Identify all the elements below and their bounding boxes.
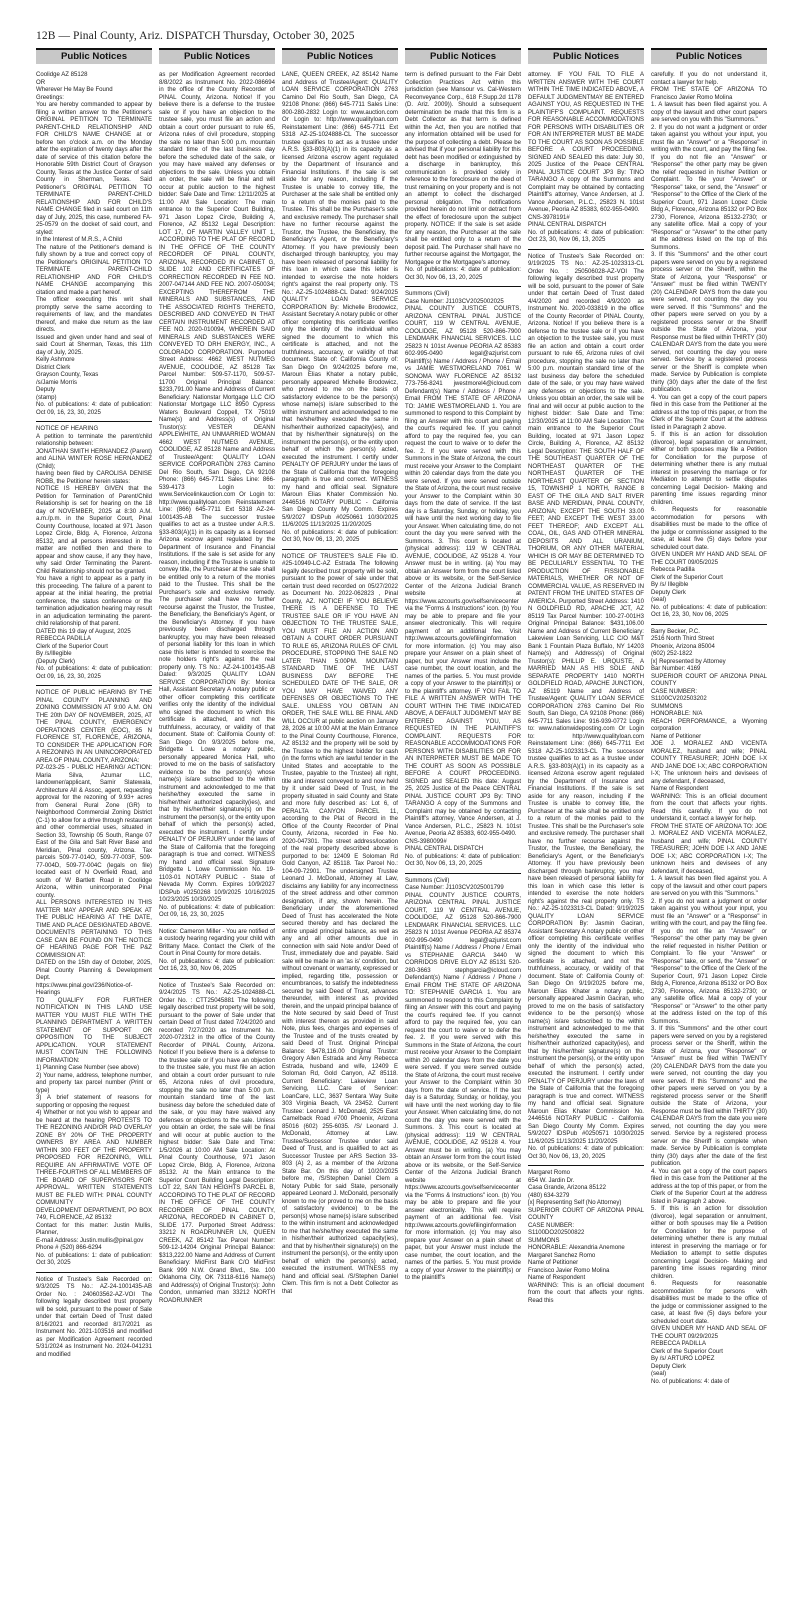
notice-paragraph: Summons (Civil) [405,291,450,297]
notice-paragraph: S1100DO202500822 [528,1230,585,1236]
notice-paragraph: No. of publications: 4: date of publication: Oct 30, Nov 06, 13, 20, 2025 [282,529,398,543]
notice-paragraph: 5. If this is an action for dissolution (divorce), legal separation or annulment, either or both spouses may file a Petition for Conciliation for the purpose of determining whether there is any mutual interest in preserving the marriage or for Mediation to attempt to settle disputes concerning Legal Decision- Making and parenting time issues regarding minor children. [651,432,767,506]
notice-paragraph: 1) Planning Case Number (see above) [36,1065,140,1071]
notice-paragraph: GIVEN UNDER MY HAND AND SEAL OF THE COURT 09/05/2025 [651,552,767,566]
notice-paragraph: as per Modification Agreement recorded 8/8/2022 as Instrument No. 2022-086694 in the office of the County Recorder of PINAL County, Arizona. Notice! If you believe there is a defense to the trustee sale or if you have an objection to the trustee sale, you must file an action and obtain a court order pursuant to rule 65, Arizona rules of civil procedure, stopping the sale no later than 5:00 p.m. mountain standard time of the last business day before the scheduled date of the sale, or you may have waived any defenses or objections to the sale. Unless you obtain an order, the sale will be final and will occur at public auction to the highest bidder: Sale Date and Time: 12/11/2025 at 11:00 AM Sale Location: The main entrance to the Superior Court Building, 971 Jason Lopez Circle, Building A, Florence, AZ 85132 Legal Description: LOT 17, OF MARTIN VALLEY UNIT 1, ACCORDING TO THE PLAT OF RECORD IN THE OFFICE OF THE COUNTY RECORDER OF PINAL COUNTY, ARIZONA, RECORDED IN CABINET G, SLIDE 102 AND CERTIFICATES OF CORRECTION RECORDED IN FEE NO. 2007-047144 AND FEE NO. 2007-050034; EXCEPTING THEREFROM THE MINERALS AND SUBSTANCES, AND THE ASSOCIATED RIGHTS THERETO, DESCRIBED AND CONVEYED IN THAT CERTAIN INSTRUMENT RECORDED AT FEE NO. 2020-010094, WHEREIN SAID MINERALS AND SUBSTANCES WERE CONVEYED TO DRH ENERGY, INC., A COLORADO CORPORATION. Purported Street Address: 4662 WEST NUTMEG AVENUE, COOLIDGE, AZ 85128 Tax Parcel Number: 509-57-1170, 509-57-11700 Original Principal Balance: $233,791.00 Name and Address of Current Beneficiary: Nationstar Mortgage LLC C/O Nationstar Mortgage LLC 8950 Cypress Waters Boulevard Coppell, TX 75019 Name(s) and Address(s) of Original Trustor(s): VESTER DEANN APPLEWHITE, AN UNMARRIED WOMAN 4662 WEST NUTMEG AVENUE, COOLIDGE, AZ 85128 Name and Address of Trustee/Agent: QUALITY LOAN SERVICE CORPORATION 2763 Camino Del Rio South, San Diego, CA 92108 Phone: (866) 645-7711 Sales Line: 866-539-4173 Login to: www.Servicelinkauction.com Or Login to: http://www.qualityloan.com Reinstatement Line: (866) 645-7711 Ext 5318 AZ-24-1001435-AB The successor trustee qualifies to act as a trustee under A.R.S. §33-803(A)(1) in its capacity as a licensed Arizona escrow agent regulated by the Department of Insurance and Financial Institutions. If the sale is set aside for any reason, including if the Trustee is unable to convey title, the Purchaser at the sale shall be entitled only to a return of the monies paid to the Trustee. This shall be the Purchaser's sole and exclusive remedy. The purchaser shall have no further recourse against the Trustor, the Trustee, the Beneficiary, the Beneficiary's Agent, or the Beneficiary's Attorney. If you have previously been discharged through bankruptcy, you may have been released of personal liability for this loan in which case this letter is intended to exercise the note holders right's against the real property only. TS No.: AZ-24-1001435-AB Dated: 9/3/2025 QUALITY LOAN SERVICE CORPORATION By: Monica Hall, Assistant Secretary A notary public or other officer completing this certificate verifies only the identity of the individual who signed the document to which this certificate is attached, and not the truthfulness, accuracy, or validity of that document. State of: California County of: San Diego On 9/3/2025 before me, Bridgette L Lowe a notary public, personally appeared Monica Hall, who proved to me on the basis of satisfactory evidence to be the person(s) whose name(s) is/are subscribed to the within instrument and acknowledged to me that he/she/they executed the same in his/her/their authorized capacity(ies), and that by his/her/their signature(s) on the instrument the person(s), or the entity upon behalf of which the person(s) acted, executed the instrument. I certify under PENALTY OF PERJURY under the laws of the State of California that the foregoing paragraph is true and correct. WITNESS my hand and official seal. Signature Bridgette L Lowe Commission No. 19-1103-01 NOTARY PUBLIC - State of Nevada My Comm. Expires 10/9/2027 IDSPub #0250268 10/9/2025 10/16/2025 10/23/2025 10/30/2025 [159,72,275,903]
public-notice [159,72,275,920]
column-heading: Public Notices [159,48,275,64]
notice-paragraph: Greetings: [36,94,64,101]
notice-paragraph: ALL PERSONS INTERESTED IN THIS MATTER MAY APPEAR AND SPEAK AT THE PUBLIC HEARING AT THE DATE, TIME AND PLACE DESIGNATED ABOVE. DOCUMENTS PERTAINING TO THIS CASE CAN BE FOUND ON THE NOTICE OF HEARING PAGE FOR THE P&Z COMMISSION AT: [36,900,152,959]
notice-paragraph: (480) 634-3279 [528,1192,570,1199]
notice-paragraph: 4. You can get a copy of the court papers filed in this case from the Petitioner at the address at the top of this paper, or from the Clerk of the Superior Court at the address listed in Paragraph 2 above. [651,1168,767,1205]
notice-paragraph: PINAL COUNTY JUSTICE COURTS, ARIZONA CENTRAL PINAL JUSTICE COURT, 119 W CENTRAL AVENUE, COOLIDGE, AZ 95128 520-866-7900 LENDMARK FINANCIAL SERVICES. LLC 25823 N 101st Avenue PEORIA AZ 85374 602-995-0490 legal@azjurist.com Plaintiff(s) Name / Address / Phone / Email vs STEPHANIE GARCIA 3440 W CORRIDOS DRIVE ELOY AZ 85131 520-280-3663 stephgarcia@icloud.com Defendant(s) Name / Address / Phone / Email FROM THE STATE OF ARIZONA TO: STEPHANIE GARCIA 1. You are summoned to respond to this Complaint by filing an Answer with this court and paying the court's required fee. If you cannot afford to pay the required fee, you can request the court to waive or to defer the fee. 2. If you were served with this Summons in the State of Arizona, the court must receive your Answer to the Complaint within 20 calendar days from the date you were served. If you were served outside the State of Arizona, the court must receive your Answer to the Complaint within 30 days from the date of service. If the last day is a Saturday, Sunday, or holiday, you will have until the next working day to file your Answer. When calculating time, do not count the day you were served with the Summons. 3. This court is located at (physical address): 119 W CENTRAL AVENUE, COOLIDGE, AZ 95128 4. Your Answer must be in writing. (a) You may obtain an Answer form from the court listed above or its website, or the Self-Service Center of the Arizona Judicial Branch website at https://www.azcourts.gov/selfservicecenter via the "Forms & Instructions" icon. (b) You may be able to prepare and file your answer electronically. This will require payment of an additional fee. Visit http://www.azcourts.gov/efilinginformation for more information. (c) You may also prepare your Answer on a plain sheet of paper, but your Answer must include the case number, the court location, and the names of the parties. 5. You must provide a copy of your Answer to the plaintiff(s) or to the plaintiff's [405,892,521,1281]
notice-paragraph: OR [36,79,46,86]
notice-paragraph: The officer executing this writ shall promptly serve the same according to requirements of law, and the mandates thereof, and make due return as the law directs. [36,297,152,333]
notice-paragraph: 6. Requests for reasonable accommodation for persons with disabilities must be made to the office of the judge or commissioner assigned to the case, at least five (5) days before your scheduled court date. [651,507,767,551]
notice-paragraph: /s/Jamie Morris [36,379,77,386]
notice-paragraph: Grayson County, Texas [36,372,99,378]
notice-paragraph: term is defined pursuant to the Fair Debt Collection Practices Act within this jurisdiction (see Mansour vs. Cal-Western Reconveyance Corp., 618 F.Supp.2d 1178 (D. Ariz. 2009)). Should a subsequent determination be made that this firm is a Debt Collector as that term is defined within the Act, then you are notified that any information obtained will be used for the purpose of collecting a debt. Please be advised that if your personal liability for this debt has been modified or extinguished by a discharge in bankruptcy, this communication is provided solely in reference to the foreclosure on the deed of trust remaining on your property and is not an attempt to collect the discharged personal obligation. The notifications provided herein do not limit or detract from the effect of foreclosure upon the subject property. NOTICE: If the sale is set aside for any reason, the Purchaser at the sale shall be entitled only to a return of the deposit paid. The Purchaser shall have no further recourse against the Mortgagor, the Mortgagee or the Mortgagee's attorney. [405,72,521,266]
public-notice [651,72,767,620]
notice-paragraph: Clerk of the Superior Court [36,643,108,650]
public-notice [405,873,521,1283]
notice-paragraph: NOTICE OF HEARING [36,426,99,432]
notice-paragraph: No. of publications: 4: date of publication: Oct 09, 16, 23, 30, 2025 [36,402,152,416]
column-heading: Public Notices [405,48,521,64]
public-notice [528,249,644,1162]
column-heading: Public Notices [282,48,398,64]
notice-paragraph: FROM THE STATE OF ARIZONA TO Francisco Javier Romo Molina [651,87,767,101]
notice-paragraph: 4. You can get a copy of the court papers filed in this case from the Petitioner at the address at the top of this paper, or from the Clerk of the Superior Court at the address listed in Paragraph 2 above. [651,394,767,431]
public-notice [528,1165,644,1305]
notice-paragraph: Clerk of the Superior Court [651,1348,723,1355]
notice-paragraph: NOTICE OF PUBLIC HEARING BY THE PINAL COUNTY PLANNING AND ZONING COMMISSION AT 9:00 A.M. ON THE 20th DAY OF NOVEMBER, 2025, AT THE PINAL COUNTY, EMERGENCY OPERATIONS CENTER (EOC), 85 N FLORENCE ST, FLORENCE, ARIZONA, TO CONSIDER THE APPLICATION FOR A REZONING IN AN UNINCORPORATED AREA OF PINAL COUNTY, ARIZONA: [36,690,152,764]
notice-paragraph: [x] Representing Self (No Attorney) [528,1200,622,1206]
notice-paragraph: Case Number: J1103CV2025001799 [405,885,504,891]
notice-paragraph: Phoenix, Arizona 85004 [651,643,715,650]
notice-paragraph: You have a right to appear as a party in this proceeding. The failure of a parent to appear at the initial hearing, the pretrial conference, the status conference or the termination adjudication hearing may result in an adjudication terminating the parent-child relationship of that parent. [36,576,152,627]
notice-paragraph: Name of Respondent [651,786,709,792]
public-notice [528,72,644,245]
notice-paragraph: CASE NUMBER: [651,688,698,695]
notice-paragraph: 3. If this "Summons" and the other court papers were served on you by a registered process server or the Sheriff, within the State of Arizona, your "Response" or "Answer" must be filed within TWENTY (20) CALENDAR DAYS from the date you were served, not counting the day you were served. If this "Summons" and the other papers were served on you by a registered process server or the Sheriff outside the State of Arizona, your Response must be filed within THIRTY (30) CALENDAR DAYS from the date you were served, not counting the day you were served. Service by a registered process server or the Sheriff is complete when made. Service by Publication is complete thirty (30) days after the date of the first publication. [651,1026,767,1167]
notice-paragraph: E-mail Address: Justin.mullis@pinal.gov [36,1237,144,1244]
notice-paragraph: Summons (Civil) [405,877,450,884]
notice-paragraph: Margaret Romo [528,1170,571,1176]
notice-paragraph: Phone # (520) 866-6294 [36,1245,102,1251]
notice-paragraph: Francisco Javier Romo Molina [528,1267,610,1274]
notice-paragraph: Margaret Sanchez Romo [528,1252,596,1259]
notice-paragraph: The nature of the Petitioner's demand is fully shown by a true and correct copy of the Petitioner's ORIGINAL PETITION TO TERMINATE PARENT-CHILD RELATIONSHIP AND FOR CHILD'S NAME CHANGE accompanying this citation and made a part hereof. [36,244,152,296]
notice-paragraph: JOE J. MORALEZ AND VICENTA MORALEZ, husband and wife; PINAL COUNTY TREASURER; JOHN DOE I-X AND JANE DOE I-X; ABC CORPORATION I-X; The unknown heirs and devisees of any defendant, if deceased, [651,741,767,785]
public-notice [651,624,767,1387]
notice-paragraph: Issued and given under hand and seal of said Court at Sherman, Texas, this 11th day of July, 2025. [36,334,152,356]
notice-column [405,48,521,1620]
notice-paragraph: NOTICE OF TRUSTEE'S SALE File ID. #25-10949-LC-AZ Estrada The following legally described trust property will be sold, pursuant to the power of sale under that certain trust deed recorded on 05/27/2022 as Document No. 2022-062823 , Pinal County, AZ. NOTICE! IF YOU BELIEVE THERE IS A DEFENSE TO THE TRUSTEE SALE OR IF YOU HAVE AN OBJECTION TO THE TRUSTEE SALE, YOU MUST FILE AN ACTION AND OBTAIN A COURT ORDER PURSUANT TO RULE 65, ARIZONA RULES OF CIVIL PROCEDURE, STOPPING THE SALE NO LATER THAN 5:00PM. MOUNTAIN STANDARD TIME OF THE LAST BUSINESS DAY BEFORE THE SCHEDULED DATE OF THE SALE, OR YOU MAY HAVE WAIVED ANY DEFENSES OR OBJECTIONS TO THE SALE. UNLESS YOU OBTAIN AN ORDER, THE SALE WILL BE FINAL AND WILL OCCUR at public auction on January 28, 2026 at 10:00 AM at the Main Entrance to the Pinal County Courthouse, Florence, AZ 85132 and the property will be sold by the Trustee to the highest bidder for cash (in the forms which are lawful tender in the United States and acceptable to the Trustee, payable to the Trustee) all right, title and interest conveyed to and now held by it under said Deed of Trust, in the property situated in said County and State and more fully described as: Lot 6, of PERALTA CANYON PARCEL 11, according to the Plat of Record in the Office of the County Recorder of Pinal County, Arizona, recorded in Fee No. 2020-047301. The street address/location of the real property described above is purported to be: 12409 E Soloman Rd Gold Canyon, AZ 85118. Tax Parcel No.: 104-09-72901. The undersigned Trustee Leonard J. McDonald, Attorney at Law, disclaims any liability for any incorrectness of the street address and other common designation, if any, shown herein. The Beneficiary under the aforementioned Deed of Trust has accelerated the Note secured thereby and has declared the entire unpaid principal balance, as well as any and all other amounts due in connection with said Note and/or Deed of Trust, immediately due and payable. Said sale will be made in an 'as is' condition, but without covenant or warranty, expressed or implied, regarding title, possession or encumbrances, to satisfy the indebtedness secured by said Deed of Trust, advances thereunder, with interest as provided therein, and the unpaid principal balance of the Note secured by said Deed of Trust with interest thereon as provided in said Note, plus fees, charges and expenses of the Trustee and of the trusts created by said Deed of Trust. Original Principal Balance: $478,116.00 Original Trustor: Gregory Allen Estrada and Amy Rebecca Estrada, husband and wife, 12409 E Soloman Rd, Gold Canyon, AZ 85118. Current Beneficiary: Lakeview Loan Servicing, LLC. Care of Servicer: LoanCare, LLC, 3637 Sentara Way Suite 303 Virginia Beach, VA 23452. Current Trustee: Leonard J. McDonald, 2525 East Camelback Road #700 Phoenix, Arizona 85016 (602) 255-6035. /S/ Leonard J. McDonald, Attorney at Law. Trustee/Successor Trustee under said Deed of Trust, and is qualified to act as Successor Trustee per ARS Section 33-803 (A) 2, as a member of the Arizona State Bar. On this day of 10/20/2025 before me, /S/Stephen Daniel Clem a Notary Public for said State, personally appeared Leonard J. McDonald, personally known to me (or proved to me on the basis of satisfactory evidence) to be the person(s) whose name(s) is/are subscribed to the within instrument and acknowledged to me that he/she/they executed the same in his/her/their authorized capacity(ies), and that by his/her/their signature(s) on the instrument the person(s), or the entity upon behalf of which the person(s) acted, executed the instrument. WITNESS my hand and official seal. /S/Stephen Daniel Clem. This firm is not a Debt Collector as that [282,553,398,1295]
notice-paragraph: No. of publications: 4: date of publication: Oct 16, 23, 30, Nov 06, 2025 [159,958,275,972]
notice-paragraph: Name of Petitioner [528,1260,579,1266]
notice-paragraph: PZ-023-25 - PUBLIC HEARING/ ACTION: Maria Silva, Azumar LLC, landowner/applicant, Samir Slatewala, Architecture All & Assoc, agent, requesting approval for the rezoning of 9.93+ acres from General Rural Zone (GR) to Neighborhood Commercial Zoning District (C-1) to allow for a drive through restaurant and other commercial uses, situated in Section 33, Township 05 South, Range 07 East of the Gila and Salt River Base and Meridian, Pinal county, Arizona. Tax parcels 509-77-014O, 509-77-003F, 509-77-004D, 509-77-004C (legals on file) located east of N Overfield Road, and south of W Bartlett Road in Coolidge Arizona, within unincorporated Pinal county. [36,765,152,899]
notice-paragraph: 5. If this is an action for dissolution (divorce), legal separation or annulment, either or both spouses may file a Petition for Conciliation for the purpose of determining whether there is any mutual interest in preserving the marriage or for Mediation to attempt to settle disputes concerning Legal Decision- Making and parenting time issues regarding minor children. [651,1206,767,1280]
notice-paragraph: GIVEN UNDER MY HAND AND SEAL OF THE COURT 09/29/2025 [651,1326,767,1340]
public-notice [159,978,275,1306]
public-notice [36,421,152,681]
notice-paragraph: 2. If you do not want a judgment or order taken against you without your input, you must file an "Answer" or a "Response" in writing with the court, and pay the filing fee. If you do not file an "Answer" or "Response" the other party may be given the relief requested in his/her Petition or Complaint. To file your "Answer" or "Response" take, or send, the "Answer" or "Response" to the Office of the Clerk of the Superior Court, 971 Jason Lopez Circle Bldg A, Florence, Arizona 85132 or PO Box 2730, Florence, Arizona 85132-2730; or any satellite office. Mail a copy of your "Response" or "Answer" to the other party at the address listed on the top of this Summons. [651,898,767,1025]
notice-paragraph: No. of publications: 4: date of publication: Oct 16, 23, 30, Nov 06, 2025 [651,604,767,618]
notice-paragraph: S1100CV202503202 [651,696,707,702]
notice-paragraph: PINAL CENTRAL DISPATCH [405,846,484,852]
notice-paragraph: 1. A lawsuit has been filed against you. A copy of the lawsuit and other court papers are served on you with this "Summons." [651,102,767,123]
column-heading: Public Notices [36,48,152,64]
notice-paragraph: Wherever He May Be Found [36,87,113,93]
notice-paragraph: Clerk of the Superior Court [651,574,723,581]
public-notice [159,924,275,974]
notice-paragraph: Notice of Trustee's Sale Recorded on: 9/3/2025 TS No.: AZ-24-1001435-AB Order No. : 240603562-AZ-VOI The following legally described trust property will be sold, pursuant to the power of Sale under that certain Deed of Trust dated 8/16/2021 and recorded 8/17/2021 as Instrument No. 2021-103516 and modified as per Modification Agreement recorded 5/31/2024 as Instrument No. 2024-041231 and modified [36,1276,152,1358]
notice-paragraph: HONORABLE: N/A [651,711,703,717]
notice-paragraph: Contact for this matter: Justin Mullis, Planner, [36,1222,152,1236]
notice-column [282,48,398,1620]
notice-paragraph: SUPERIOR COURT OF ARIZONA PINAL COUNTY [528,1207,644,1221]
notice-paragraph: CNS-3980099# [405,838,447,845]
notice-paragraph: HONORABLE: Alexandria Anemone [528,1245,625,1251]
notice-paragraph: Casa Grande, Arizona 85122 [528,1185,606,1191]
public-notice [36,1272,152,1360]
notice-paragraph: Notice of Trustee's Sale Recorded on: 9/24/2025 TS No.: AZ-25-1024888-CL Order No. : CTT25045881 The following legally described trust property will be sold, pursuant to the power of Sale under that certain Deed of Trust dated 7/24/2020 and recorded 7/27/2020 as Instrument No. 2020-072312 in the office of the County Recorder of PINAL County, Arizona. Notice! If you believe there is a defense to the trustee sale or if you have an objection to the trustee sale, you must file an action and obtain a court order pursuant to rule 65, Arizona rules of civil procedure, stopping the sale no later than 5:00 p.m. mountain standard time of the last business day before the scheduled date of the sale, or you may have waived any defenses or objections to the sale. Unless you obtain an order, the sale will be final and will occur at public auction to the highest bidder: Sale Date and Time: 1/5/2026 at 10:00 AM Sale Location: At Pinal County Courthouse, 971 Jason Lopez Circle, Bldg. A, Florence, Arizona 85132. At the Main entrance to the Superior Court Building Legal Description: LOT 22, SAN TAN HEIGHTS PARCEL B, ACCORDING TO THE PLAT OF RECORD IN THE OFFICE OF THE COUNTY RECORDER OF PINAL COUNTY, ARIZONA, RECORDED IN CABINET D, SLIDE 177. Purported Street Address: 33212 N ROADRUNNER LN, QUEEN CREEK, AZ 85142 Tax Parcel Number: 509-12-14204 Original Principal Balance: $313,222.00 Name and Address of Current Beneficiary: MidFirst Bank C/O MidFirst Bank 999 N.W. Grand Blvd., Ste. 100 Oklahoma City, OK 73118-6116 Name(s) and Address(s) of Original Trustor(s): John Condon, unmarried man 33212 NORTH ROADRUNNER [159,982,275,1304]
notice-paragraph: Coolidge AZ 85128 [36,72,88,78]
notice-paragraph: DEVELOPMENT DEPARTMENT, PO BOX 749, FLORENCE, AZ 85132 [36,1207,152,1221]
notice-paragraph: No. of publications: 4: date of publication: Oct 30, Nov 06, 13, 20, 2025 [528,1146,644,1160]
public-notice [36,685,152,1268]
public-notice [282,72,398,545]
notice-paragraph: Deputy Clerk [651,1363,686,1370]
notice-paragraph: You are hereby commanded to appear by filing a written answer to the Petitioner's ORIGINAL PETITION TO TERMINATE PARENT-CHILD RELATIONSHIP AND FOR CHILD'S NAME CHANGE at or before ten o'clock a.m. on the Monday after the expiration of twenty days after the date of service of this citation before the Honorable 59th District Court of Grayson County, Texas at the Justice Center of said County in Sherman, Texas. Said Petitioner's ORIGINAL PETITION TO TERMINATE PARENT-CHILD RELATIONSHIP AND FOR CHILD'S NAME CHANGE filed in said court on 11th day of July, 2025, this case, numbered FA-25-0579 on the docket of said court, and styled: [36,102,152,236]
notice-paragraph: (602) 252-1822 [651,651,693,657]
notice-paragraph: 4) Whether or not you wish to appear and be heard at the hearing PROTESTS TO THE REZONING AND/OR PAD OVERLAY ZONE BY 20% OF THE PROPERTY OWNERS BY AREA AND NUMBER WITHIN 300 FEET OF THE PROPERTY PROPOSED FOR REZONING, WILL REQUIRE AN AFFIRMATIVE VOTE OF THREE-FOURTHS OF ALL MEMBERS OF THE BOARD OF SUPERVISORS FOR APPROVAL. WRITTEN STATEMENTS MUST BE FILED WITH: PINAL COUNTY COMMUNITY [36,1110,152,1206]
notice-paragraph: 2. If you do not want a judgment or order taken against you without your input, you must file an "Answer" or a "Response" in writing with the court, and pay the filing fee. If you do not file an "Answer" or "Response" the other party may be given the relief requested in his/her Petition or Complaint. To file your "Answer" or "Response" take, or send, the "Answer" or "Response" to the Office of the Clerk of the Superior Court, 971 Jason Lopez Circle Bldg A, Florence, Arizona 85132 or PO Box 2730, Florence, Arizona 85132-2730; or any satellite office. Mail a copy of your "Response" or "Answer" to the other party at the address listed on the top of this Summons. [651,124,767,251]
notice-paragraph: No. of publications: 4: date of publication: Oct 30, Nov 06, 13, 20, 2025 [405,853,521,867]
notice-column [651,48,767,1620]
notice-paragraph: https://www.pinal.gov/236/Notice-of-Hearings [36,982,133,996]
notice-paragraph: NOTICE IS HEREBY GIVEN that the Petition for Termination of Parent/Child Relationship is set for hearing on the 18 day of NOVEMBER, 2025 at 8:30 A.M. a.m./p.m. in the Superior Court, Pinal County Courthouse, located at 971 Jason Lopez Circle, Bldg. A, Florence, Arizona 85132, and all persons interested in the matter are notified then and there to appear and show cause, if any they have, why said Order Terminating the Parent-Child Relationship should not be granted. [36,486,152,575]
notice-column [36,48,152,1620]
notice-paragraph: WARNING: This is an official document from the court that affects your rights. Read this carefully. If you do not understand it, contact a lawyer for help. [651,793,767,822]
notice-paragraph: By /s/ Illegible [651,582,689,588]
notice-paragraph: No. of publications: 4: date of [651,1378,730,1385]
notice-paragraph: (seal) [651,597,667,603]
notice-paragraph: Kelly Ashmore [36,357,75,363]
notice-paragraph: SUMMONS [528,1237,560,1244]
notice-paragraph: Deputy [36,387,56,393]
notice-paragraph: WARNING: This is an official document from the court that affects your rights. Read this [528,1282,644,1304]
notice-paragraph: 2516 North Third Street [651,636,715,642]
notice-paragraph: REACH PERFORMANCE, a Wyoming corporation [651,718,767,732]
notice-paragraph: PINAL COUNTY JUSTICE COURTS, ARIZONA CENTRAL PINAL JUSTICE COURT, 119 W CENTRAL AVENUE, COOLIDGE, AZ 95128 520-866-7900 LENDMARK FINANCIAL SERVICES. LLC 25823 N 101st Avenue PEORIA AZ 85383 602-995-0490 legal@azjurist.com Plaintiff(s) Name / Address / Phone / Email vs JAMIE WESTMORELAND 7061 W SONOMA WAY FLORENCE AZ 85132 773-756-8241 jwestmorel4@icloud.com Defendant(s) Name / Address / Phone / Email FROM THE STATE OF ARIZONA TO: JAMIE WESTMORELAND 1. You are summoned to respond to this Complaint by filing an Answer with this court and paying the court's required fee. If you cannot afford to pay the required fee, you can request the court to waive or to defer the fee. 2. If you were served with this Summons in the State of Arizona, the court must receive your Answer to the Complaint within 20 calendar days from the date you were served. If you were served outside the State of Arizona, the court must receive your Answer to the Complaint within 30 days from the date of service. If the last day is a Saturday, Sunday, or holiday, you will have until the next working day to file your Answer. When calculating time, do not count the day you were served with the Summons. 3. This court is located at (physical address): 119 W CENTRAL AVENUE, COOLIDGE, AZ 95128 4. Your Answer must be in writing. (a) You may obtain an Answer form from the court listed above or its website, or the Self-Service Center of the Arizona Judicial Branch website at https://www.azcourts.gov/selfservicecenter via the "Forms & Instructions" icon. (b) You may be able to prepare and file your answer electronically. This will require payment of an additional fee. Visit http://www.azcourts.gov/efilinginformation for more information. (c) You may also prepare your Answer on a plain sheet of paper, but your Answer must include the case number, the court location, and the names of the parties. 5. You must provide a copy of your Answer to the plaintiff(s) or to the plaintiff's attorney. IF YOU FAIL TO FILE A WRITTEN ANSWER WITH THE COURT WITHIN THE TIME INDICATED ABOVE, A DEFAULT JUDGMENT MAY BE ENTERED AGAINST YOU, AS REQUESTED IN THE PLAINTIFF'S COMPLAINT. REQUESTS FOR REASONABLE ACCOMMODATIONS FOR PERSONS WITH DISABILITIES OR FOR AN INTERPRETER MUST BE MADE TO THE COURT AS SOON AS POSSIBLE BEFORE A COURT PROCEEDING. SIGNED and SEALED this date: August 25, 2025 Justice of the Peace CENTRAL PINAL JUSTICE COURT JP3 By: TINO TARANGO A copy of the Summons and Complaint may be obtained by contacting Plaintiff's attorney, Vance Andersen, at J. Vance Andersen, P.L.C., 25823 N. 101st Avenue, Peoria AZ 85383, 602-955-0490. [405,306,521,837]
notice-paragraph: CNS-3978191# [528,214,570,221]
notice-paragraph: By /s/Illegible [36,651,72,657]
notice-paragraph: Barry Becker, P.C. [651,628,700,635]
notice-paragraph: DATED on the 15th day of October, 2025, Pinal County Planning & Development Dept. [36,960,152,981]
notice-paragraph: REBECCA PADILLA [36,636,92,642]
notice-paragraph: No. of publications: 4: date of publication: Oct 23, 30, Nov 06, 13, 2025 [528,229,644,243]
notice-paragraph: Bar Number: 4169 [651,666,701,672]
public-notice [405,72,521,282]
public-notice [405,286,521,869]
notice-paragraph: A petition to terminate the parent/child relationship between: [36,433,152,447]
notice-paragraph: [x] Represented by Attorney [651,658,726,665]
public-notice [282,549,398,1297]
notice-paragraph: JONATHAN SMITH HERNANDEZ (Parent) and ALINA WINTER ROSE HERNANDEZ (Child); [36,448,152,470]
notice-paragraph: PINAL CENTRAL DISPATCH [528,222,607,228]
notice-paragraph: Name of Petitioner [651,733,702,740]
notice-paragraph: Name of Respondent [528,1275,586,1281]
notice-paragraph: Notice: Cameron Miller - You are notified of a custody hearing regarding your child with Brittany Mace. Contact the Clerk of the Court in Pinal County for more details. [159,928,275,957]
notice-paragraph: TO QUALIFY FOR FURTHER NOTIFICATION IN THIS LAND USE MATTER YOU MUST FILE WITH THE PLANNING DEPARTMENT A WRITTEN STATEMENT OF SUPPORT OR OPPOSITION TO THE SUBJECT APPLICATION. YOUR STATEMENT MUST CONTAIN THE FOLLOWING INFORMATION: [36,997,152,1064]
notice-paragraph: No. of publications: 1: date of publication: Oct 30, 2025 [36,1252,152,1266]
notice-paragraph: No. of publications: 4: date of publication: Oct 09, 16, 23, 30, 2025 [159,904,275,918]
notice-paragraph: In the Interest of M.R.S., A Child [36,237,123,243]
notice-paragraph: (stamp) [36,394,57,401]
notice-paragraph: carefully. If you do not understand it, contact a lawyer for help. [651,72,767,86]
notice-paragraph: 3) A brief statement of reasons for supporting or opposing the request [36,1095,152,1109]
notice-paragraph: SUPERIOR COURT OF ARIZONA PINAL COUNTY [651,673,767,687]
notice-paragraph: SUMMONS [651,703,683,710]
notice-paragraph: (seal) [651,1371,667,1377]
notice-paragraph: No. of publications: 4: date of publication: Oct 30, Nov 06, 13, 20, 2025 [405,267,521,281]
column-heading: Public Notices [651,48,767,64]
notice-paragraph: 1. A lawsuit has been filed against you. A copy of the lawsuit and other court papers are served on you with this "Summons." [651,876,767,897]
notice-paragraph: Rebecca Padilla [651,567,695,573]
public-notice [36,72,152,417]
notice-paragraph: 654 W. Jardin Dr. [528,1177,575,1184]
notice-column [528,48,644,1620]
notice-paragraph: 3. If this "Summons" and the other court papers were served on you by a registered process server or the Sheriff, within the State of Arizona, your "Response" or "Answer" must be filed within TWENTY (20) CALENDAR DAYS from the date you were served, not counting the day you were served. If this "Summons" and the other papers were served on you by a registered process server or the Sheriff outside the State of Arizona, your Response must be filed within THIRTY (30) CALENDAR DAYS from the date you were served, not counting the day you were served. Service by a registered process server or the Sheriff is complete when made. Service by Publication is complete thirty (30) days after the date of the first publication. [651,252,767,393]
notices-columns [36,48,766,1620]
column-heading: Public Notices [528,48,644,64]
notice-paragraph: (Deputy Clerk) [36,658,75,665]
notice-paragraph: CASE NUMBER: [528,1222,575,1229]
notice-paragraph: LANE, QUEEN CREEK, AZ 85142 Name and Address of Trustee/Agent: QUALITY LOAN SERVICE CORPORATION 2763 Camino Del Rio South, San Diego, CA 92108 Phone: (866) 645-7711 Sales Line: 800-280-2832 Login to: www.auction.com Or Login to: http://www.qualityloan.com Reinstatement Line: (866) 645-7711 Ext 5318 AZ-25-1024888-CL The successor trustee qualifies to act as a trustee under A.R.S. §33-803(A)(1) in its capacity as a licensed Arizona escrow agent regulated by the Department of Insurance and Financial Institutions. If the sale is set aside for any reason, including if the Trustee is unable to convey title, the Purchaser at the sale shall be entitled only to a return of the monies paid to the Trustee. This shall be the Purchaser's sole and exclusive remedy. The purchaser shall have no further recourse against the Trustor, the Trustee, the Beneficiary, the Beneficiary's Agent, or the Beneficiary's Attorney. If you have previously been discharged through bankruptcy, you may have been released of personal liability for this loan in which case this letter is intended to exercise the note holders right's against the real property only. TS No.: AZ-25-1024888-CL Dated: 9/24/2025 QUALITY LOAN SERVICE CORPORATION By: Michelle Brodowicz, Assistant Secretary A notary public or other officer completing this certificate verifies only the identity of the individual who signed the document to which this certificate is attached, and not the truthfulness, accuracy, or validity of that document. State of: California County of: San Diego On 9/24/2025 before me, Maroun Elias Khater a notary public, personally appeared Michelle Brodowicz, who proved to me on the basis of satisfactory evidence to be the person(s) whose name(s) is/are subscribed to the within instrument and acknowledged to me that he/she/they executed the same in his/her/their authorized capacity(ies), and that by his/her/their signature(s) on the instrument the person(s), or the entity upon behalf of which the person(s) acted, executed the instrument. I certify under PENALTY OF PERJURY under the laws of the State of California that the foregoing paragraph is true and correct. WITNESS my hand and official seal. Signature Maroun Elias Khater Commission No. 2446516 NOTARY PUBLIC - California San Diego County My Comm. Expires 5/9/2027 IDSPub #0250661 10/30/2025 11/6/2025 11/13/2025 11/20/2025 [282,72,398,528]
page-header: 12B — Pinal County, Ariz. DISPATCH Thursday, October 30, 2025 [36,30,355,42]
notice-paragraph: Case Number: J1103CV2025002025 [405,298,504,305]
notice-paragraph: having been filed by CAROLISA DENISE ROBB, the Petitioner herein states: [36,471,152,485]
notice-paragraph: No. of publications: 4: date of publication: Oct 09, 16, 23, 30, 2025 [36,666,152,680]
notice-paragraph: Deputy Clerk [651,589,686,596]
notice-paragraph: 6. Requests for reasonable accommodation for persons with disabilities must be made to the office of the judge or commissioner assigned to the case, at least five (5) days before your scheduled court date. [651,1281,767,1325]
notice-paragraph: District Clerk [36,364,71,371]
notice-paragraph: REBECCA PADILLA [651,1341,707,1347]
notice-paragraph: FROM THE STATE OF ARIZONA TO: JOE J. MORALEZ AND VICENTA MORALEZ, husband and wife; PINAL COUNTY TREASURER; JOHN DOE I-X AND JANE DOE I-X; ABC CORPORATION I-X; The unknown heirs and devisees of any defendant, if deceased, [651,823,767,875]
notice-paragraph: By /s/ ARTURO LOPEZ [651,1356,715,1362]
notice-paragraph: DATED this 19 day of August, 2025 [36,628,131,635]
notice-column [159,48,275,1620]
notice-paragraph: attorney. IF YOU FAIL TO FILE A WRITTEN ANSWER WITH THE COURT WITHIN THE TIME INDICATED ABOVE, A DEFAULT JUDGMENTMAY BE ENTERED AGAINST YOU, AS REQUESTED IN THE PLAINTIFF'S COMPLAINT. REQUESTS FOR REASONABLE ACCOMMODATIONS FOR PERSONS WITH DISABILITIES OR FOR AN INTERPRETER MUST BE MADE TO THE COURT AS SOON AS POSSIBLE BEFORE A COURT PROCEEDING. SIGNED AND SEALED this date: July 30, 2025 Justice of the Peace CENTRAL PINAL JUSTICE COURT JP3 By: TINO TARANGO A copy of the Summons and Complaint may be obtained by contacting Plaintiff's attorney, Vance Andersen, at J. Vance Andersen, P.L.C., 25823 N. 101st Avenue, Peoria AZ 85383, 602-955-0490. [528,72,644,213]
notice-paragraph: 2) Your name, address, telephone number, and property tax parcel number (Print or type) [36,1072,152,1094]
notice-paragraph: Notice of Trustee's Sale Recorded on: 9/19/2025 TS No.: AZ-25-1023313-CL Order No. : 250506028-AZ-VOI The following legally described trust property will be sold, pursuant to the power of Sale under that certain Deed of Trust dated 4/4/2020 and recorded 4/9/2020 as Instrument No. 2020-033819 in the office of the County Recorder of PINAL County, Arizona. Notice! If you believe there is a defense to the trustee sale or if you have an objection to the trustee sale, you must file an action and obtain a court order pursuant to rule 65, Arizona rules of civil procedure, stopping the sale no later than 5:00 p.m. mountain standard time of the last business day before the scheduled date of the sale, or you may have waived any defenses or objections to the sale. Unless you obtain an order, the sale will be final and will occur at public auction to the highest bidder: Sale Date and Time: 12/30/2025 at 11:00 AM Sale Location: The main entrance to the Superior Court Building, located at 971 Jason Lopez Circle, Building A, Florence, AZ 85132 Legal Description: THE SOUTH HALF OF THE SOUTHEAST QUARTER OF THE NORTHEAST QUARTER OF THE NORTHEAST QUARTER OF THE NORTHEAST QUARTER OF SECTION 15, TOWNSHIP 1 NORTH, RANGE 8 EAST OF THE GILA AND SALT RIVER BASE AND MERIDIAN, PINAL COUNTY, ARIZONA; EXCEPT THE SOUTH 33.00 FEET; AND EXCEPT THE WEST 33.00 FEET THEREOF; AND EXCEPT ALL COAL, OIL, GAS AND OTHER MINERAL DEPOSITS AND ALL URANIUM, THORIUM, OR ANY OTHER MATERIAL WHICH IS OR MAY BE DETERMINED TO BE PECULIARLY ESSENTIAL TO THE PRODUCTION OF FISSIONABLE MATERIALS, WHETHER OR NOT OF COMMERCIAL VALUE, AS RESERVED IN PATENT FROM THE UNITED STATES OF AMERICA. Purported Street Address: 1410 N GOLDFIELD RD, APACHE JCT, AZ 85119 Tax Parcel Number: 100-27-001H3 Original Principal Balance: $431,106.00 Name and Address of Current Beneficiary: Lakeview Loan Servicing, LLC C/O M&T Bank 1 Fountain Plaza Buffalo, NY 14203 Name(s) and Address(s) of Original Trustor(s): PHILLIP E. URQUSTE, A MARRIED MAN AS HIS SOLE AND SEPARATE PROPERTY 1410 NORTH GOLDFIELD ROAD, APACHE JUNCTION, AZ 85119 Name and Address of Trustee/Agent: QUALITY LOAN SERVICE CORPORATION 2763 Camino Del Rio South, San Diego, CA 92108 Phone: (866) 645-7711 Sales Line: 916-939-0772 Login to: www.nationwideposting.com Or Login to: http://www.qualityloan.com Reinstatement Line: (866) 645-7711 Ext 5318 AZ-25-1023313-CL The successor trustee qualifies to act as a trustee under A.R.S. §33-803(A)(1) in its capacity as a licensed Arizona escrow agent regulated by the Department of Insurance and Financial Institutions. If the sale is set aside for any reason, including if the Trustee is unable to convey title, the Purchaser at the sale shall be entitled only to a return of the monies paid to the Trustee. This shall be the Purchaser's sole and exclusive remedy. The purchaser shall have no further recourse against the Trustor, the Trustee, the Beneficiary, the Beneficiary's Agent, or the Beneficiary's Attorney. If you have previously been discharged through bankruptcy, you may have been released of personal liability for this loan in which case this letter is intended to exercise the note holders right's against the real property only. TS No.: AZ-25-1023313-CL Dated: 9/19/2025 QUALITY LOAN SERVICE CORPORATION By: Jasmin Gaciran, Assistant Secretary A notary public or other officer completing this certificate verifies only the identity of the individual who signed the document to which this certificate is attached, and not the truthfulness, accuracy, or validity of that document. State of: California County of: San Diego On 9/19/2025 before me, Maroun Elias Khater a notary public, personally appeared Jasmin Gaciran, who proved to me on the basis of satisfactory evidence to be the person(s) whose name(s) is/are subscribed to the within instrument and acknowledged to me that he/she/they executed the same in his/her/their authorized capacity(ies), and that by his/her/their signature(s) on the instrument the person(s), or the entity upon behalf of which the person(s) acted, executed the instrument. I certify under PENALTY OF PERJURY under the laws of the State of California that the foregoing paragraph is true and correct. WITNESS my hand and official seal. Signature Maroun Elias Khater Commission No. 2446516 NOTARY PUBLIC - California San Diego County My Comm. Expires 5/9/2027 IDSPub #0250571 10/30/2025 11/6/2025 11/13/2025 11/20/2025 [528,253,644,1145]
